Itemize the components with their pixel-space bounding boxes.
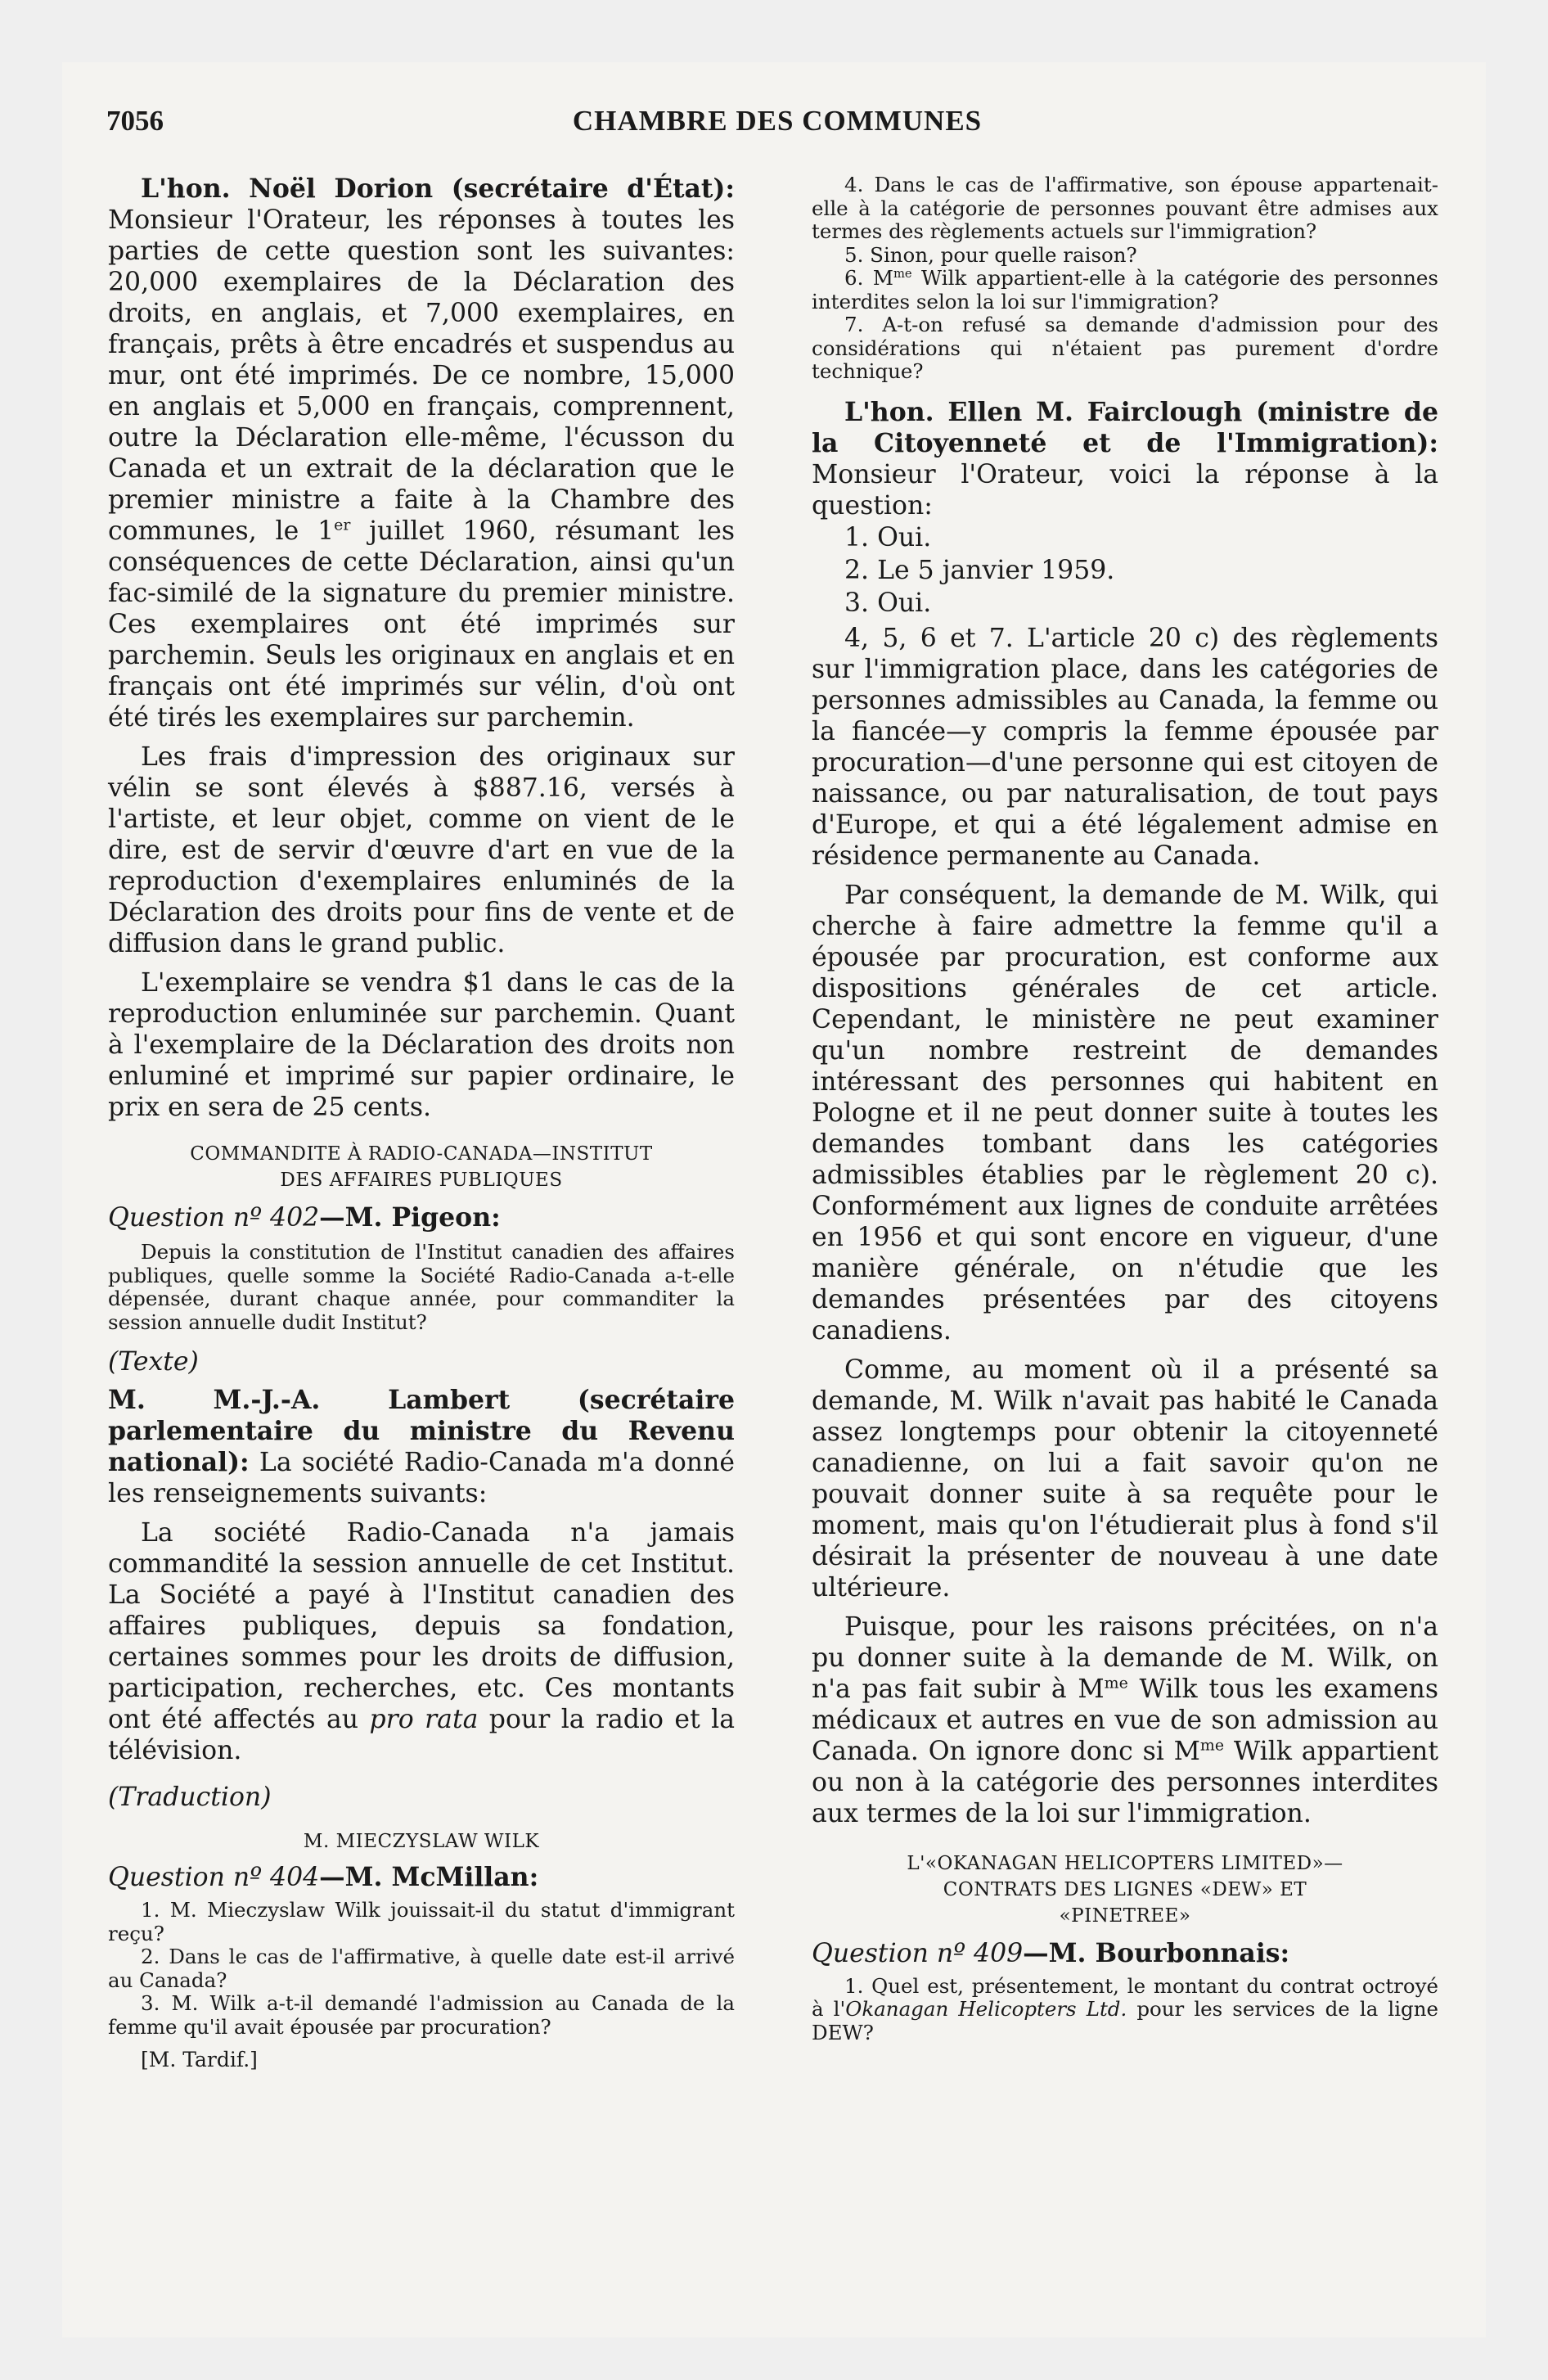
superscript-me: me: [1199, 1736, 1225, 1754]
text-segment: 6. M: [844, 266, 893, 290]
heading-line: COMMANDITE À RADIO-CANADA—INSTITUT: [190, 1143, 653, 1165]
italic-segment: Okanagan Helicopters Ltd.: [845, 1997, 1127, 2021]
document-page: [62, 62, 1486, 2337]
page-number: 7056: [106, 105, 164, 137]
question-409-item-1: [812, 1975, 1438, 2045]
superscript-me: me: [1104, 1674, 1128, 1692]
answer-item-3: 3. Oui.: [844, 588, 932, 618]
text-dorion-2: juillet 1960, résumant les conséquences de cette Déclaration, ainsi qu'un fac-similé de la signature du premier ministre. Ces exemplaires ont été imprimés sur parchemin. Seuls les originaux en anglais et en français ont été imprimés sur vélin, d'où ont été tirés les exemplaires sur parchemin.: [108, 516, 736, 732]
left-column: [108, 174, 735, 2073]
question-asker: —M. Bourbonnais:: [1023, 1937, 1290, 1968]
traduction-label: (Traduction): [108, 1783, 272, 1812]
heading-line: CONTRATS DES LIGNES «DEW» ET: [943, 1878, 1307, 1900]
speaker-fairclough: L'hon. Ellen M. Fairclough (ministre de la Citoyenneté et de l'Immigration):: [812, 396, 1438, 458]
paragraph-consequence: Par conséquent, la demande de M. Wilk, qui cherche à faire admettre la femme qu'il a épousée par procuration, est conforme aux dispositions générales de cet article. Cependant, le ministère ne peut examiner qu'un nombre restreint de demandes intéressant des personnes qui habitent en Pologne et il ne peut donner suite à toutes les demandes tombant dans les catégories admissibles établies par le règlement 20 c). Conformément aux lignes de conduite arrêtées en 1956 et qui sont encore en vigueur, d'une manière générale, on n'étudie que les demandes présentées par des citoyens canadiens.: [812, 880, 1438, 1346]
text-dorion-1: Monsieur l'Orateur, les réponses à toutes les parties de cette question sont les suivantes: 20,000 exemplaires de la Déclaration des droits, en anglais, et 7,000 exemplaires, en français, prêts à être encadrés et suspendus au mur, ont été imprimés. De ce nombre, 15,000 en anglais et 5,000 en français, comprennent, outre la Déclaration elle-même, l'écusson du Canada et un extrait de la déclaration que le premier ministre a faite à la Chambre des communes, le 1: [108, 205, 735, 546]
answer-item-1: 1. Oui.: [844, 522, 932, 552]
question-404-item-1: 1. M. Mieczyslaw Wilk jouissait-il du statut d'immigrant reçu?: [108, 1898, 735, 1945]
texte-label: (Texte): [108, 1347, 199, 1377]
question-404-item-2: 2. Dans le cas de l'affirmative, à quelle date est-il arrivé au Canada?: [108, 1945, 735, 1992]
heading-line: «PINETREE»: [1059, 1904, 1191, 1927]
heading-line: L'«OKANAGAN HELICOPTERS LIMITED»—: [907, 1852, 1343, 1874]
text-segment: Puisque, pour les raisons précitées, on n'a pu donner suite à la demande de M. Wilk, on n'a pas fait subir à M: [812, 1611, 1438, 1704]
text-segment: Wilk appartient ou non à la catégorie des personnes interdites aux termes de la loi sur l'immigration.: [812, 1736, 1439, 1828]
text-segment: pour la radio et la télévision.: [108, 1705, 735, 1765]
speaker-dorion: L'hon. Noël Dorion (secrétaire d'État):: [141, 174, 735, 204]
paragraph-dorion-answer: [108, 174, 735, 733]
right-column: [812, 174, 1438, 2044]
text-segment: Wilk tous les examens médicaux et autres en vue de son admission au Canada. On ignore donc si M: [812, 1674, 1439, 1766]
page-title: CHAMBRE DES COMMUNES: [572, 105, 983, 137]
question-404-title: [108, 1861, 735, 1894]
question-409-title: [812, 1937, 1438, 1970]
question-404-item-5: 5. Sinon, pour quelle raison?: [844, 242, 1137, 267]
question-asker: —M. McMillan:: [319, 1862, 539, 1892]
superscript-me: me: [893, 266, 912, 281]
text-segment: La société Radio-Canada n'a jamais commandité la session annuelle de cet Institut. La Société a payé à l'Institut canadien des affaires publiques, depuis sa fondation, certaines sommes pour les droits de diffusion, participation, recherches, etc. Ces montants ont été affectés au: [108, 1518, 735, 1734]
text-segment: Wilk appartient-elle à la catégorie des personnes interdites selon la loi sur l'immigration?: [812, 266, 1438, 313]
answer-items-4-7: 4, 5, 6 et 7. L'article 20 c) des règlements sur l'immigration place, dans les catégories de personnes admissibles au Canada, la femme ou la fiancée—y compris la femme épousée par procuration—d'une personne qui est citoyen de naissance, ou par naturalisation, de tout pays d'Europe, et qui a été légalement admise en résidence permanente au Canada.: [812, 623, 1438, 871]
superscript-er: er: [334, 516, 351, 534]
paragraph-printing-costs: Les frais d'impression des originaux sur vélin se sont élevés à $887.16, versés à l'artiste, et leur objet, comme on vient de le dire, est de servir d'œuvre d'art en vue de la reproduction d'exemplaires enluminés de la Déclaration des droits pour fins de vente et de diffusion dans le grand public.: [108, 742, 735, 958]
paragraph-lambert-answer: [108, 1385, 735, 1509]
paragraph-fairclough-answer: [812, 397, 1438, 521]
question-404-item-3: 3. M. Wilk a-t-il demandé l'admission au Canada de la femme qu'il avait épousée par procuration?: [108, 1991, 735, 2039]
question-number: Question nº 402: [108, 1203, 320, 1233]
paragraph-radio-canada-answer: [108, 1517, 735, 1766]
question-404-item-7: 7. A-t-on refusé sa demande d'admission pour des considérations qui n'étaient pas purement d'ordre technique?: [812, 313, 1438, 383]
text-fairclough: Monsieur l'Orateur, voici la réponse à la question:: [812, 459, 1438, 521]
page-header: [106, 105, 1448, 154]
text-lambert: La société Radio-Canada m'a donné les renseignements suivants:: [108, 1448, 735, 1508]
italic-segment: pro rata: [369, 1705, 479, 1734]
paragraph-price: L'exemplaire se vendra $1 dans le cas de la reproduction enluminée sur parchemin. Quant à l'exemplaire de la Déclaration des droits non enluminé et imprimé sur papier ordinaire, le prix en sera de 25 cents.: [108, 968, 735, 1122]
question-asker: —M. Pigeon:: [319, 1202, 501, 1233]
question-number: Question nº 404: [108, 1863, 320, 1892]
question-402-text: Depuis la constitution de l'Institut canadien des affaires publiques, quelle somme la Société Radio-Canada a-t-elle dépensée, durant chaque année, pour commanditer la session annuelle dudit Institut?: [108, 1240, 735, 1334]
text-segment: 1. Quel est, présentement, le montant du contrat octroyé à l': [812, 1973, 1438, 2021]
section-heading-radio-canada: [108, 1141, 735, 1193]
heading-line: DES AFFAIRES PUBLIQUES: [280, 1170, 563, 1191]
paragraph-medical-exams: [812, 1611, 1438, 1829]
text-segment: pour les services de la ligne DEW?: [812, 1997, 1438, 2044]
signature: [M. Tardif.]: [141, 2048, 258, 2071]
answer-item-2: 2. Le 5 janvier 1959.: [844, 555, 1115, 585]
speaker-lambert: M. M.-J.-A. Lambert (secrétaire parlementaire du ministre du Revenu national):: [108, 1385, 735, 1477]
section-heading-okanagan: [812, 1850, 1438, 1929]
paragraph-citizenship: Comme, au moment où il a présenté sa demande, M. Wilk n'avait pas habité le Canada assez longtemps pour obtenir la citoyenneté canadienne, on lui a fait savoir qu'on ne pouvait donner suite à sa requête pour le moment, mais qu'on l'étudierait plus à fond s'il désirait la présenter de nouveau à une date ultérieure.: [812, 1355, 1438, 1602]
section-heading-wilk: M. MIECZYSLAW WILK: [303, 1831, 540, 1852]
question-404-item-6: [812, 267, 1438, 313]
question-402-title: [108, 1201, 735, 1234]
question-404-item-4: 4. Dans le cas de l'affirmative, son épouse appartenait-elle à la catégorie de personnes pouvant être admises aux termes des règlements actuels sur l'immigration?: [812, 173, 1438, 243]
question-number: Question nº 409: [812, 1938, 1024, 1968]
